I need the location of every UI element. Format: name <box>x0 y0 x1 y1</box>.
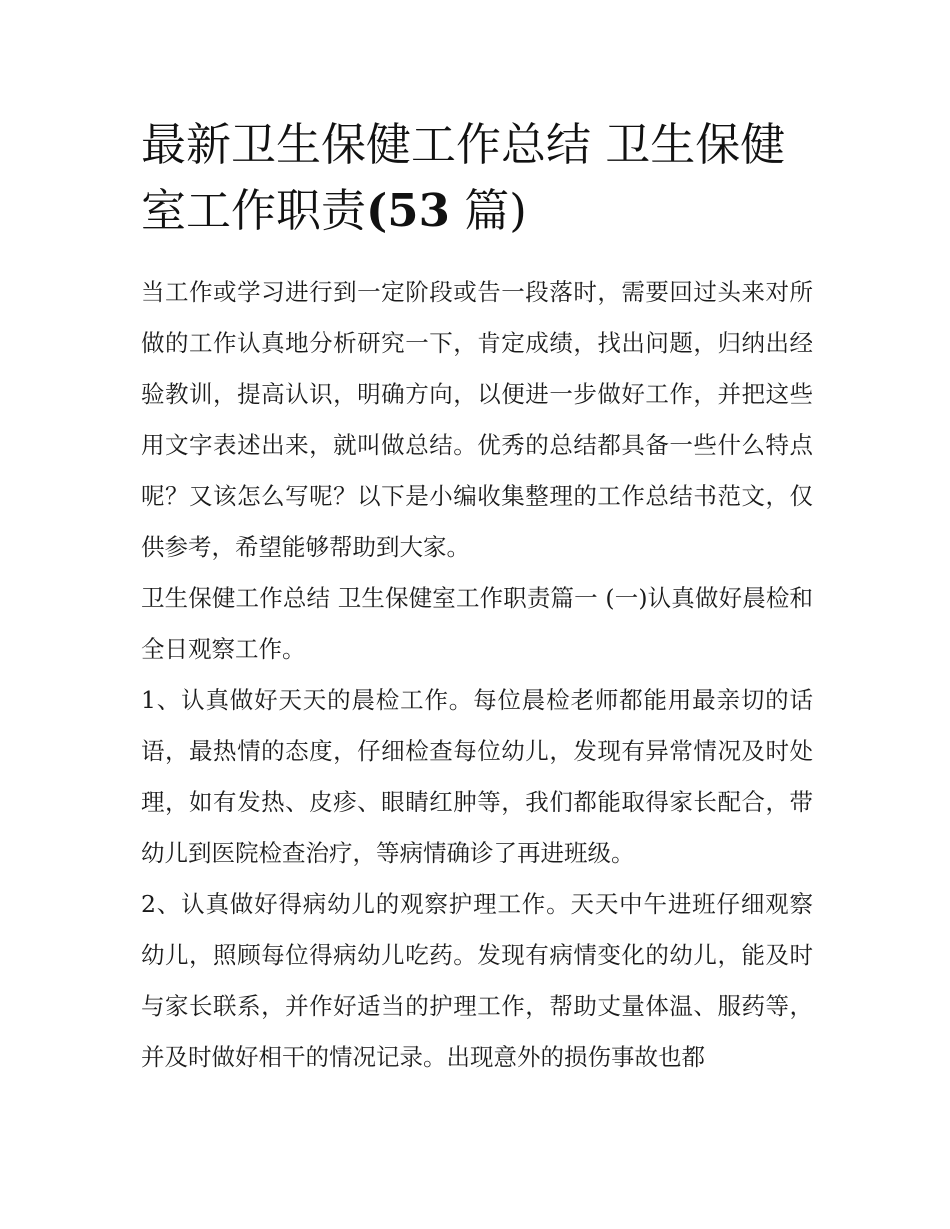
title-suffix: 篇) <box>449 184 527 237</box>
title-text: 最新卫生保健工作总结 卫生保健室工作职责 <box>141 118 786 237</box>
section-heading-paragraph: 卫生保健工作总结 卫生保健室工作职责篇一 (一)认真做好晨检和全日观察工作。 <box>141 584 813 663</box>
document-content <box>141 112 813 1083</box>
document-body <box>141 267 813 1083</box>
document-title <box>141 112 813 244</box>
intro-paragraph: 当工作或学习进行到一定阶段或告一段落时，需要回过头来对所做的工作认真地分析研究一下，肯定成绩，找出问题，归纳出经验教训，提高认识，明确方向，以便进一步做好工作，并把这些用文字表述出来，就叫做总结。优秀的总结都具备一些什么特点呢？又该怎么写呢？以下是小编收集整理的工作总结书范文，仅供参考，希望能够帮助到大家。 <box>141 278 813 561</box>
title-count: (53 <box>366 184 450 237</box>
item-1-paragraph: 1、认真做好天天的晨检工作。每位晨检老师都能用最亲切的话语，最热情的态度，仔细检查每位幼儿，发现有异常情况及时处理，如有发热、皮疹、眼睛红肿等，我们都能取得家长配合，带幼儿到医院检查治疗，等病情确诊了再进班级。 <box>141 686 813 867</box>
item-2-paragraph: 2、认真做好得病幼儿的观察护理工作。天天中午进班仔细观察幼儿，照顾每位得病幼儿吃药。发现有病情变化的幼儿，能及时与家长联系，并作好适当的护理工作，帮助丈量体温、服药等，并及时做好相干的情况记录。出现意外的损伤事故也都 <box>141 890 813 1071</box>
